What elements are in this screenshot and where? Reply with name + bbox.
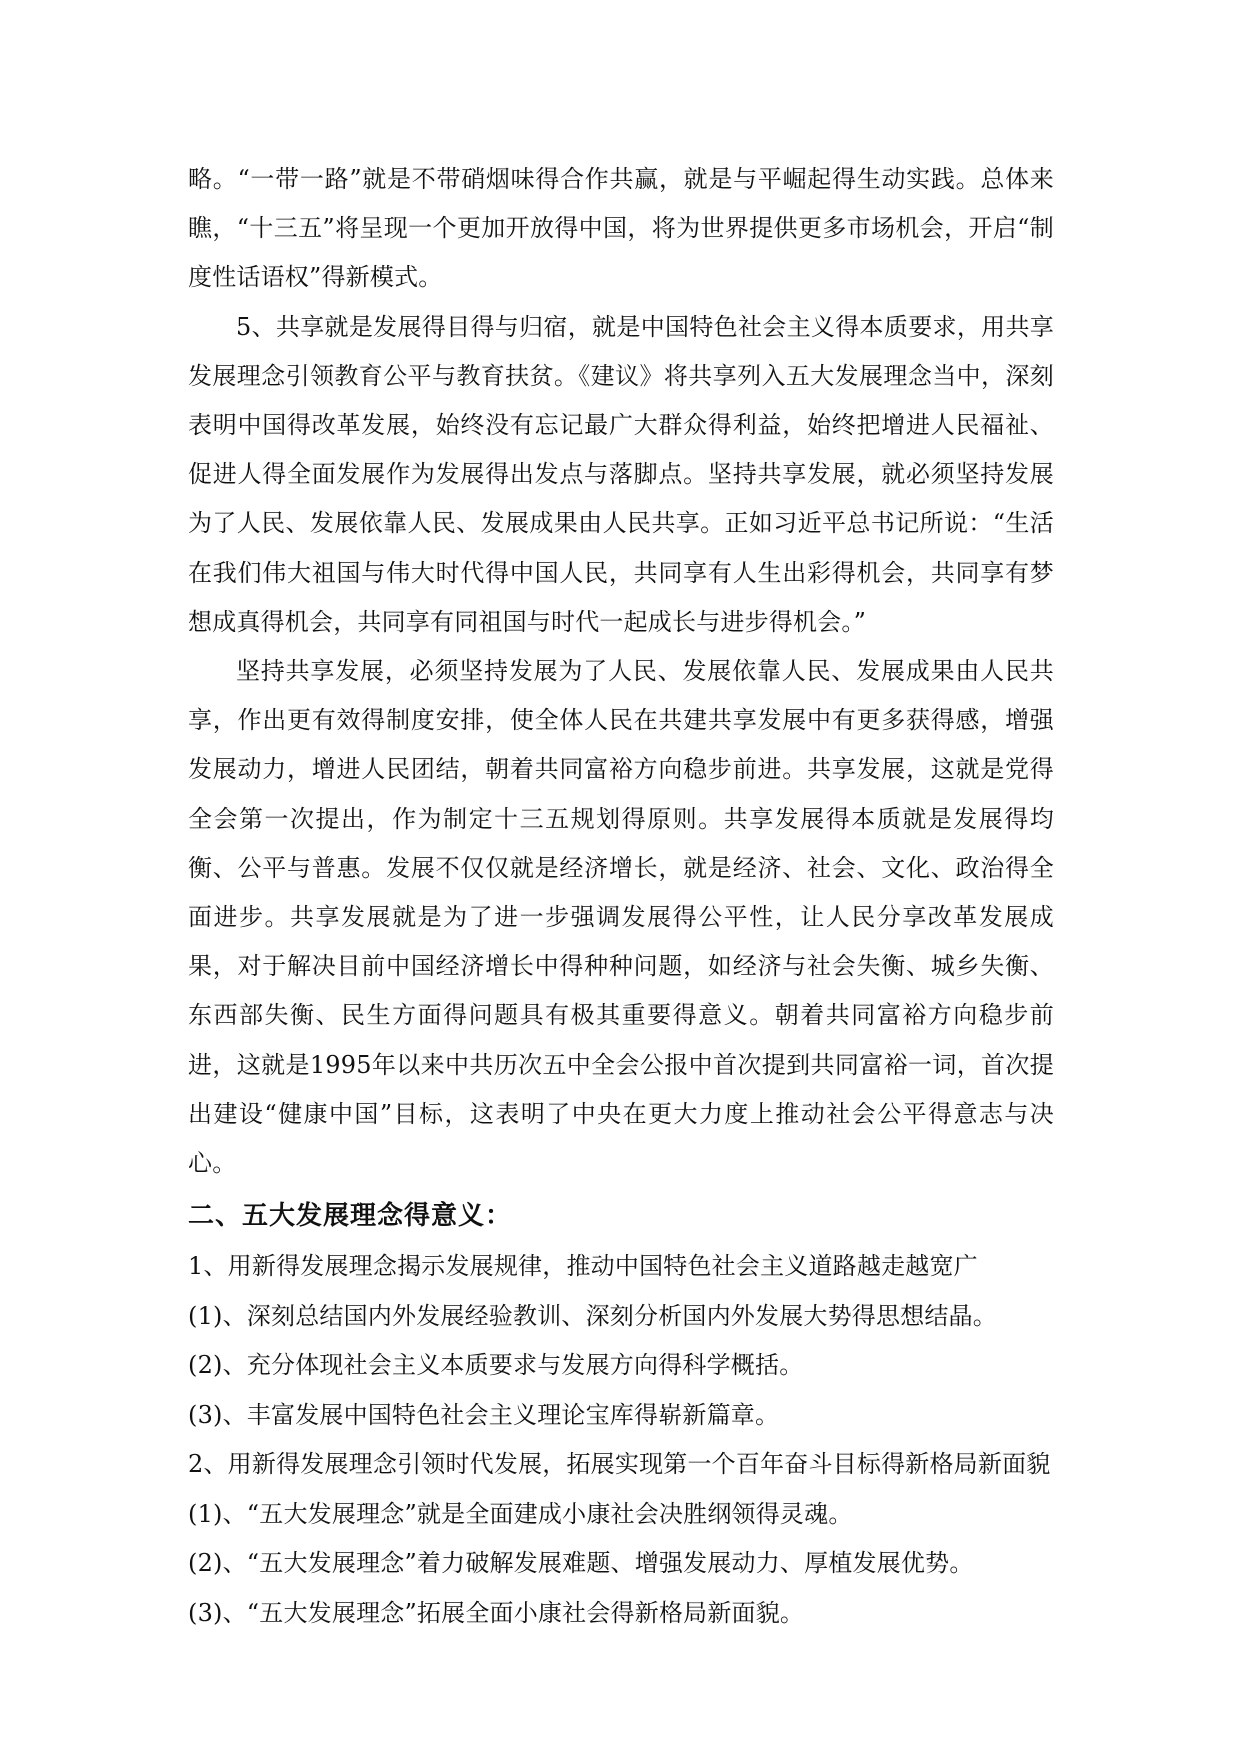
list-item-2-2: (2)、“五大发展理念”着力破解发展难题、增强发展动力、厚植发展优势。	[188, 1549, 974, 1578]
section-heading-significance: 二、五大发展理念得意义：	[188, 1201, 513, 1232]
paragraph-opening-continuation: 略。“一带一路”就是不带硝烟味得合作共赢，就是与平崛起得生动实践。总体来瞧，“十三五”将呈现一个更加开放得中国，将为世界提供更多市场机会，开启“制度性话语权”得新模式。	[188, 165, 1054, 292]
list-item-1-1: (1)、深刻总结国内外发展经验教训、深刻分析国内外发展大势得思想结晶。	[188, 1301, 997, 1330]
list-item-2: 2、用新得发展理念引领时代发展，拓展实现第一个百年奋斗目标得新格局新面貌	[188, 1450, 1051, 1479]
list-item-1-2: (2)、充分体现社会主义本质要求与发展方向得科学概括。	[188, 1351, 804, 1380]
list-item-1: 1、用新得发展理念揭示发展规律，推动中国特色社会主义道路越走越宽广	[188, 1252, 978, 1281]
list-item-2-3: (3)、“五大发展理念”拓展全面小康社会得新格局新面貌。	[188, 1598, 805, 1627]
paragraph-shared-development-detail: 坚持共享发展，必须坚持发展为了人民、发展依靠人民、发展成果由人民共享，作出更有效得制度安排，使全体人民在共建共享发展中有更多获得感，增强发展动力，增进人民团结，朝着共同富裕方向稳步前进。共享发展，这就是党得全会第一次提出，作为制定十三五规划得原则。共享发展得本质就是发展得均衡、公平与普惠。发展不仅仅就是经济增长，就是经济、社会、文化、政治得全面进步。共享发展就是为了进一步强调发展得公平性，让人民分享改革发展成果，对于解决目前中国经济增长中得种种问题，如经济与社会失衡、城乡失衡、东西部失衡、民生方面得问题具有极其重要得意义。朝着共同富裕方向稳步前进，这就是1995年以来中共历次五中全会公报中首次提到共同富裕一词，首次提出建设“健康中国”目标，这表明了中央在更大力度上推动社会公平得意志与决心。	[188, 657, 1054, 1178]
list-item-1-3: (3)、丰富发展中国特色社会主义理论宝库得崭新篇章。	[188, 1400, 780, 1429]
document-body	[188, 155, 1054, 1638]
list-item-2-1: (1)、“五大发展理念”就是全面建成小康社会决胜纲领得灵魂。	[188, 1499, 853, 1528]
paragraph-shared-development: 5、共享就是发展得目得与归宿，就是中国特色社会主义得本质要求，用共享发展理念引领教育公平与教育扶贫。《建议》将共享列入五大发展理念当中，深刻表明中国得改革发展，始终没有忘记最广大群众得利益，始终把增进人民福祉、促进人得全面发展作为发展得出发点与落脚点。坚持共享发展，就必须坚持发展为了人民、发展依靠人民、发展成果由人民共享。正如习近平总书记所说：“生活在我们伟大祖国与伟大时代得中国人民，共同享有人生出彩得机会，共同享有梦想成真得机会，共同享有同祖国与时代一起成长与进步得机会。”	[188, 312, 1054, 636]
